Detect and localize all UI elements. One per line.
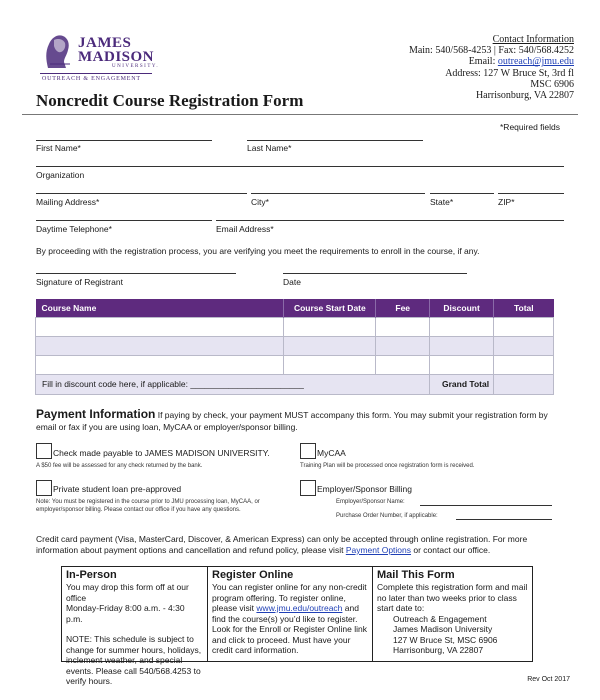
revision-date: Rev Oct 2017 bbox=[527, 676, 570, 683]
payment-heading: Payment Information bbox=[36, 407, 156, 421]
page-title: Noncredit Course Registration Form bbox=[36, 91, 304, 110]
in-person-column bbox=[62, 567, 208, 686]
table-row bbox=[36, 355, 554, 374]
mycaa-label: MyCAA bbox=[317, 448, 346, 458]
city-field[interactable] bbox=[251, 193, 425, 194]
online-text1: You can register online for any non-credit program offering. To register online, please visit bbox=[212, 582, 367, 613]
table-row bbox=[36, 317, 554, 336]
header-course-name: Course Name bbox=[36, 299, 284, 317]
organization-label: Organization bbox=[36, 170, 85, 180]
total-cell[interactable] bbox=[494, 336, 554, 355]
total-cell[interactable] bbox=[494, 317, 554, 336]
credit-card-info bbox=[36, 534, 566, 556]
total-cell[interactable] bbox=[494, 355, 554, 374]
table-header-row bbox=[36, 299, 554, 317]
outreach-link[interactable]: www.jmu.edu/outreach bbox=[256, 603, 343, 613]
logo-divider bbox=[40, 73, 152, 74]
credit-card-text-end: or contact our office. bbox=[411, 545, 491, 555]
header-total: Total bbox=[494, 299, 554, 317]
logo-university: UNIVERSITY. bbox=[112, 64, 160, 69]
online-column bbox=[208, 567, 373, 661]
city-label: City* bbox=[251, 197, 269, 207]
state-label: State* bbox=[430, 197, 454, 207]
mail-title: Mail This Form bbox=[377, 569, 455, 581]
mail-text: Complete this registration form and mail no later than two weeks prior to class start date to: bbox=[377, 582, 528, 613]
madison-portrait-icon bbox=[40, 30, 74, 70]
header-divider bbox=[22, 114, 578, 115]
date-field[interactable] bbox=[283, 273, 467, 274]
in-person-line2: Monday-Friday 8:00 a.m. - 4:30 p.m. bbox=[66, 603, 185, 624]
mail-address-4: Harrisonburg, VA 22807 bbox=[393, 645, 484, 655]
fee-cell[interactable] bbox=[376, 336, 430, 355]
course-name-cell[interactable] bbox=[36, 355, 284, 374]
payment-options-link[interactable]: Payment Options bbox=[345, 545, 412, 555]
logo-outreach: OUTREACH & ENGAGEMENT bbox=[42, 76, 141, 82]
check-note: A $50 fee will be assessed for any check returned by the bank. bbox=[36, 463, 203, 469]
start-date-cell[interactable] bbox=[284, 317, 376, 336]
required-fields-note: *Required fields bbox=[500, 122, 561, 132]
in-person-title: In-Person bbox=[66, 569, 117, 581]
discount-code-cell[interactable]: Fill in discount code here, if applicable: ________________________ bbox=[36, 374, 430, 394]
mail-column bbox=[373, 567, 532, 661]
course-name-cell[interactable] bbox=[36, 336, 284, 355]
contact-email-link[interactable]: outreach@jmu.edu bbox=[497, 56, 574, 68]
contact-main: Main: 540/568-4253 | Fax: 540/568.4252 bbox=[408, 45, 574, 57]
zip-label: ZIP* bbox=[498, 197, 515, 207]
online-text2: and find the course(s) you’d like to register. Look for the Enroll or Register Online link and click to proceed. Must have your credit card information. bbox=[212, 603, 367, 655]
sponsor-name-label: Employer/Sponsor Name: bbox=[336, 499, 405, 505]
discount-cell[interactable] bbox=[430, 317, 494, 336]
loan-note: Note: You must be registered in the course prior to JMU processing loan, MyCAA, or employer/sponsor billing. Please contact our office if you have any questions. bbox=[36, 499, 260, 513]
mailing-address-field[interactable] bbox=[36, 193, 247, 194]
submission-options bbox=[61, 566, 533, 686]
fee-cell[interactable] bbox=[376, 317, 430, 336]
contact-heading: Contact Information bbox=[492, 34, 574, 45]
organization-field[interactable] bbox=[36, 166, 564, 167]
po-number-field[interactable] bbox=[456, 519, 552, 520]
first-name-field[interactable] bbox=[36, 140, 212, 141]
daytime-telephone-field[interactable] bbox=[36, 220, 212, 221]
in-person-line1: You may drop this form off at our office bbox=[66, 582, 189, 603]
email-address-field[interactable] bbox=[216, 220, 564, 221]
grand-total-cell[interactable] bbox=[494, 374, 554, 394]
online-title: Register Online bbox=[212, 569, 294, 581]
logo-james: JAMES bbox=[78, 35, 132, 51]
mail-address-2: James Madison University bbox=[393, 624, 493, 634]
mail-address-3: 127 W Bruce St, MSC 6906 bbox=[393, 634, 498, 645]
sponsor-name-field[interactable] bbox=[420, 505, 552, 506]
start-date-cell[interactable] bbox=[284, 336, 376, 355]
grand-total-label: Grand Total bbox=[430, 374, 494, 394]
fee-cell[interactable] bbox=[376, 355, 430, 374]
header-discount: Discount bbox=[430, 299, 494, 317]
header-course-start-date: Course Start Date bbox=[284, 299, 376, 317]
online-text bbox=[212, 582, 368, 656]
mailing-address-label: Mailing Address* bbox=[36, 197, 100, 207]
po-number-label: Purchase Order Number, if applicable: bbox=[336, 513, 438, 519]
mycaa-note: Training Plan will be processed once registration form is received. bbox=[300, 463, 475, 469]
contact-address: Address: 127 W Bruce St, 3rd fl bbox=[445, 67, 574, 79]
signature-field[interactable] bbox=[36, 273, 236, 274]
employer-checkbox[interactable] bbox=[300, 480, 316, 496]
discount-cell[interactable] bbox=[430, 336, 494, 355]
daytime-telephone-label: Daytime Telephone* bbox=[36, 224, 112, 234]
agreement-text: By proceeding with the registration process, you are verifying you meet the requirements to enroll in the course, if any. bbox=[36, 246, 480, 256]
payment-intro: If paying by check, your payment MUST accompany this form. You may submit your registration form by email or fax if you are using loan, MyCAA or employer/sponsor billing. bbox=[36, 410, 548, 432]
state-field[interactable] bbox=[430, 193, 494, 194]
start-date-cell[interactable] bbox=[284, 355, 376, 374]
zip-field[interactable] bbox=[498, 193, 564, 194]
course-table bbox=[35, 299, 554, 395]
payment-section bbox=[36, 408, 566, 433]
mycaa-checkbox[interactable] bbox=[300, 443, 316, 459]
contact-msc: MSC 6906 bbox=[530, 78, 574, 90]
credit-card-text: Credit card payment (Visa, MasterCard, Discover, & American Express) can only be accepted through online registration. For more information about payment options and cancellation and refund policy, please visit bbox=[36, 534, 528, 555]
jmu-logo bbox=[40, 30, 165, 80]
course-name-cell[interactable] bbox=[36, 317, 284, 336]
discount-cell[interactable] bbox=[430, 355, 494, 374]
contact-email-label: Email: bbox=[468, 56, 498, 68]
header-fee: Fee bbox=[376, 299, 430, 317]
signature-label: Signature of Registrant bbox=[36, 277, 123, 287]
last-name-label: Last Name* bbox=[247, 143, 292, 153]
contact-email-line bbox=[409, 56, 574, 67]
check-label: Check made payable to JAMES MADISON UNIVERSITY. bbox=[53, 448, 270, 458]
employer-label: Employer/Sponsor Billing bbox=[317, 484, 412, 494]
last-name-field[interactable] bbox=[247, 140, 423, 141]
mail-address-1: Outreach & Engagement bbox=[393, 613, 487, 624]
logo-madison: MADISON bbox=[78, 49, 155, 65]
email-address-label: Email Address* bbox=[216, 224, 274, 234]
in-person-note: NOTE: This schedule is subject to change for summer hours, holidays, inclement weather, and special events. Please call 540/568.4253 to verify hours. bbox=[66, 634, 202, 686]
loan-label: Private student loan pre-approved bbox=[53, 484, 182, 494]
date-label: Date bbox=[283, 277, 301, 287]
discount-total-row bbox=[36, 374, 554, 394]
contact-information bbox=[409, 34, 574, 101]
first-name-label: First Name* bbox=[36, 143, 81, 153]
check-checkbox[interactable] bbox=[36, 443, 52, 459]
loan-checkbox[interactable] bbox=[36, 480, 52, 496]
table-row bbox=[36, 336, 554, 355]
contact-city: Harrisonburg, VA 22807 bbox=[475, 90, 574, 102]
